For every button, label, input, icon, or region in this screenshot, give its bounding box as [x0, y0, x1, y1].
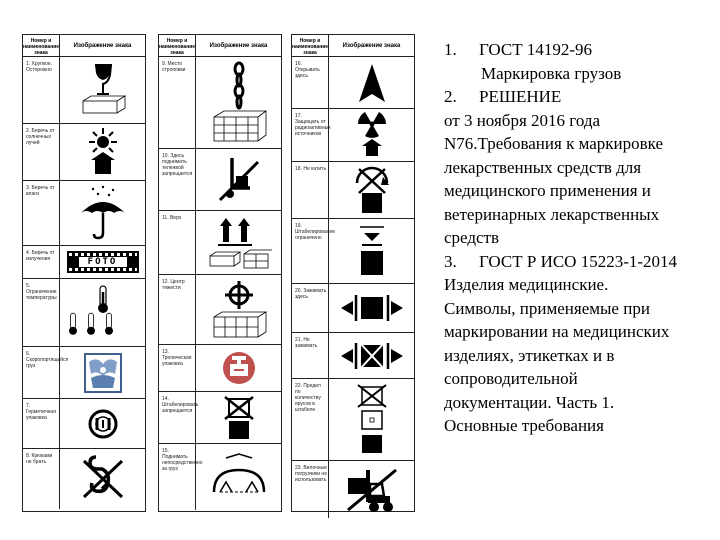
- table-row: [292, 162, 414, 219]
- header-image: Изображение знака: [342, 43, 401, 49]
- list-item: [444, 38, 720, 62]
- header-number-name: Номер и наименование знака: [159, 35, 196, 56]
- reference-subtitle: Маркировка грузов: [481, 63, 622, 83]
- reference-title: РЕШЕНИЕ: [479, 87, 562, 106]
- foto-text: FOTO: [79, 257, 127, 267]
- sign-label: 8. Крюками не брать: [23, 449, 60, 509]
- reference-text-line: Символы, применяемые при: [444, 298, 650, 318]
- table-row: [23, 57, 145, 124]
- reference-title: ГОСТ Р ИСО 15223-1-2014: [479, 251, 678, 271]
- table-row: [292, 57, 414, 109]
- sealed-package-icon: [60, 399, 145, 448]
- reference-text-line: Изделия медицинские.: [444, 275, 609, 294]
- table-row: [292, 333, 414, 379]
- table-row: [23, 124, 145, 181]
- header-number-name: Номер и наименование знака: [23, 35, 60, 56]
- header-image: Изображение знака: [209, 43, 268, 49]
- sign-label: 4. Беречь от излучения: [23, 246, 60, 278]
- sign-label: 1. Хрупкое. Осторожно: [23, 57, 60, 123]
- table-row: [159, 392, 281, 444]
- sign-label: 12. Центр тяжести: [159, 275, 196, 344]
- sign-label: 6. Скоропортящийся груз: [23, 347, 60, 398]
- table-row: [159, 275, 281, 345]
- table-row: [23, 449, 145, 509]
- chain-icon: [196, 57, 281, 148]
- sign-label: 14. Штабелировать запрещается: [159, 392, 196, 443]
- list-number: 2.: [444, 87, 457, 106]
- do-not-clamp-icon: [329, 333, 414, 378]
- table-row: [23, 246, 145, 279]
- stacking-limit-icon: [329, 219, 414, 283]
- table-row: [159, 211, 281, 275]
- sign-label: 20. Зажимать здесь: [292, 284, 329, 332]
- reference-text-line: N76.Требования к маркировке: [444, 134, 664, 153]
- reference-text-line: изделиях, этикетках и в: [444, 345, 615, 365]
- stack-tier-limit-icon: [329, 379, 414, 460]
- sign-label: 16. Открывать здесь: [292, 57, 329, 108]
- table-header: [292, 35, 414, 57]
- table-row: [159, 149, 281, 211]
- no-stacking-icon: [196, 392, 281, 443]
- marking-table-2: [158, 34, 282, 512]
- no-forklift-icon: [329, 461, 414, 518]
- sign-label: 18. Не катить: [292, 162, 329, 218]
- clamp-here-icon: [329, 284, 414, 332]
- table-row: [159, 444, 281, 510]
- references-list: [444, 38, 720, 438]
- umbrella-icon: [60, 181, 145, 245]
- center-of-gravity-icon: [196, 275, 281, 344]
- reference-text-line: сопроводительной: [444, 369, 578, 388]
- perishable-icon: [60, 347, 145, 398]
- do-not-roll-icon: [329, 162, 414, 218]
- reference-text-line: Основные требования: [444, 416, 604, 435]
- this-way-up-icon: [196, 211, 281, 274]
- thermometer-icon: [60, 279, 145, 346]
- table-row: [292, 219, 414, 284]
- sign-label: 2. Беречь от солнечных лучей: [23, 124, 60, 180]
- reference-text-line: медицинского применения и: [444, 181, 651, 200]
- radioactive-protect-icon: [329, 109, 414, 161]
- marking-table-1: [22, 34, 146, 512]
- tropical-packaging-icon: [196, 345, 281, 391]
- no-hooks-icon: [60, 449, 145, 509]
- table-row: [292, 461, 414, 518]
- table-row: [292, 109, 414, 162]
- table-header: [159, 35, 281, 57]
- open-here-icon: [329, 57, 414, 108]
- sign-label: 17. Защищать от радиоактивных источников: [292, 109, 329, 161]
- sign-label: 5. Ограничение температуры: [23, 279, 60, 346]
- reference-title: ГОСТ 14192-96: [479, 40, 593, 59]
- sun-protection-icon: [60, 124, 145, 180]
- fragile-glass-icon: [60, 57, 145, 123]
- sign-label: 13. Тропическая упаковка: [159, 345, 196, 391]
- table-row: [23, 279, 145, 347]
- table-header: [23, 35, 145, 57]
- no-trolley-icon: [196, 149, 281, 210]
- reference-text-line: документации. Часть 1.: [444, 392, 615, 412]
- table-row: [159, 57, 281, 149]
- list-number: 1.: [444, 40, 457, 59]
- sign-label: 9. Место строповки: [159, 57, 196, 148]
- table-row: [292, 284, 414, 333]
- reference-text-line: лекарственных средств для: [444, 157, 642, 177]
- header-number-name: Номер и наименование знака: [292, 35, 329, 56]
- table-row: [292, 379, 414, 461]
- table-row: [23, 399, 145, 449]
- list-item: [444, 85, 720, 109]
- sign-label: 22. Предел по количеству ярусов в штабеле: [292, 379, 329, 460]
- sign-label: 23. Вилочные погрузчики не использовать: [292, 461, 329, 518]
- marking-table-3: [291, 34, 415, 512]
- table-row: [159, 345, 281, 392]
- list-number: 3.: [444, 251, 457, 271]
- table-row: [23, 347, 145, 399]
- sign-label: 3. Беречь от влаги: [23, 181, 60, 245]
- sign-label: 15. Поднимать непосредственно за груз: [159, 444, 196, 510]
- reference-text-line: от 3 ноября 2016 года: [444, 110, 601, 130]
- reference-text-line: маркировании на медицинских: [444, 322, 670, 341]
- sign-label: 10. Здесь поднимать тележкой запрещается: [159, 149, 196, 210]
- lift-by-load-icon: [196, 444, 281, 510]
- reference-text-line: ветеринарных лекарственных: [444, 204, 660, 224]
- sign-label: 11. Верх: [159, 211, 196, 274]
- list-item: [444, 250, 720, 274]
- foto-film-icon: [60, 246, 145, 278]
- header-image: Изображение знака: [73, 43, 132, 49]
- table-row: [23, 181, 145, 246]
- reference-text-line: средств: [444, 228, 500, 247]
- sign-label: 19. Штабелирование ограничено: [292, 219, 329, 283]
- sign-label: 21. Не зажимать: [292, 333, 329, 378]
- sign-label: 7. Герметичная упаковка: [23, 399, 60, 448]
